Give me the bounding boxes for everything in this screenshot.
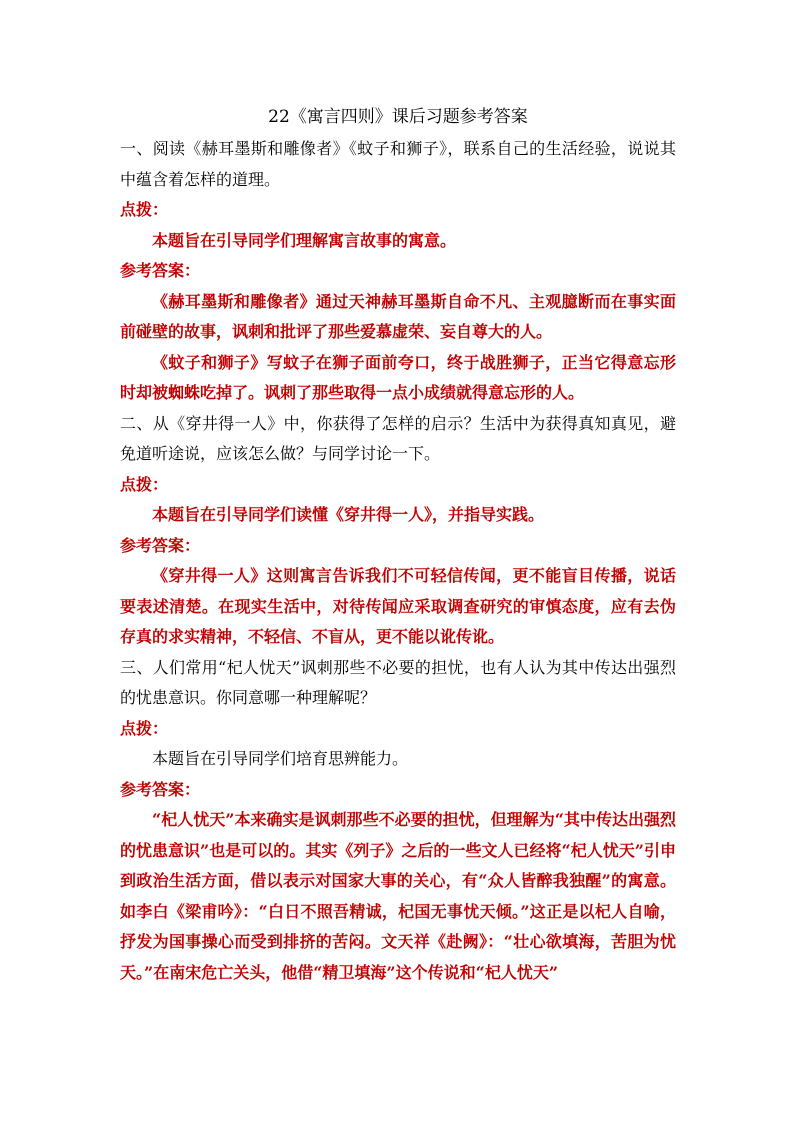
document-page: [120, 100, 676, 988]
question-2: 二、从《穿井得一人》中，你获得了怎样的启示？生活中为获得真知真见，避免道听途说，应该怎么做？与同学讨论一下。: [120, 413, 676, 463]
answer-label-1: 参考答案：: [120, 261, 201, 280]
hint-label-1: 点拨：: [120, 200, 169, 219]
hint-label-2: 点拨：: [120, 474, 169, 494]
document-title: 22《寓言四则》课后习题参考答案: [268, 107, 528, 127]
hint-label-3: 点拨：: [120, 718, 169, 738]
answer-1b: 《蚊子和狮子》写蚊子在狮子面前夸口，终于战胜狮子，正当它得意忘形时却被蜘蛛吃掉了。讽刺了那些取得一点小成绩就得意忘形的人。: [120, 352, 676, 402]
section-1: [120, 134, 676, 409]
answer-label-3: 参考答案：: [120, 779, 201, 799]
answer-1a: 《赫耳墨斯和雕像者》通过天神赫耳墨斯自命不凡、主观臆断而在事实面前碰壁的故事，讽刺和批评了那些爱慕虚荣、妄自尊大的人。: [120, 291, 676, 341]
question-3: 三、人们常用“杞人忧天”讽刺那些不必要的担忧，也有人认为其中传达出强烈的忧患意识。你同意哪一种理解呢？: [120, 657, 676, 707]
question-1: 一、阅读《赫耳墨斯和雕像者》《蚊子和狮子》，联系自己的生活经验，说说其中蕴含着怎样的道理。: [120, 139, 676, 189]
section-2: [120, 409, 676, 653]
section-3: [120, 653, 676, 989]
answer-2a: 《穿井得一人》这则寓言告诉我们不可轻信传闻，更不能盲目传播，说话要表述清楚。在现实生活中，对待传闻应采取调查研究的审慎态度，应有去伪存真的求实精神，不轻信、不盲从，更不能以讹传讹。: [120, 566, 676, 646]
hint-1: 本题旨在引导同学们理解寓言故事的寓意。: [152, 230, 457, 250]
answer-label-2: 参考答案：: [120, 535, 201, 555]
answer-3a: “杞人忧天”本来确实是讽刺那些不必要的担忧，但理解为“其中传达出强烈的忧患意识”也是可以的。其实《列子》之后的一些文人已经将“杞人忧天”引申到政治生活方面，借以表示对国家大事的关心，有“众人皆醉我独醒”的寓意。如李白《梁甫吟》：“白日不照吾精诚，杞国无事忧天倾。”这正是以杞人自喻，抒发为国事操心而受到排挤的苦闷。文天祥《赴阙》：“壮心欲填海，苦胆为忧天。”在南宋危亡关头，他借“精卫填海”这个传说和“杞人忧天”: [120, 810, 676, 982]
hint-2: 本题旨在引导同学们读懂《穿井得一人》，并指导实践。: [152, 505, 545, 524]
hint-3: 本题旨在引导同学们培育思辨能力。: [152, 749, 409, 768]
